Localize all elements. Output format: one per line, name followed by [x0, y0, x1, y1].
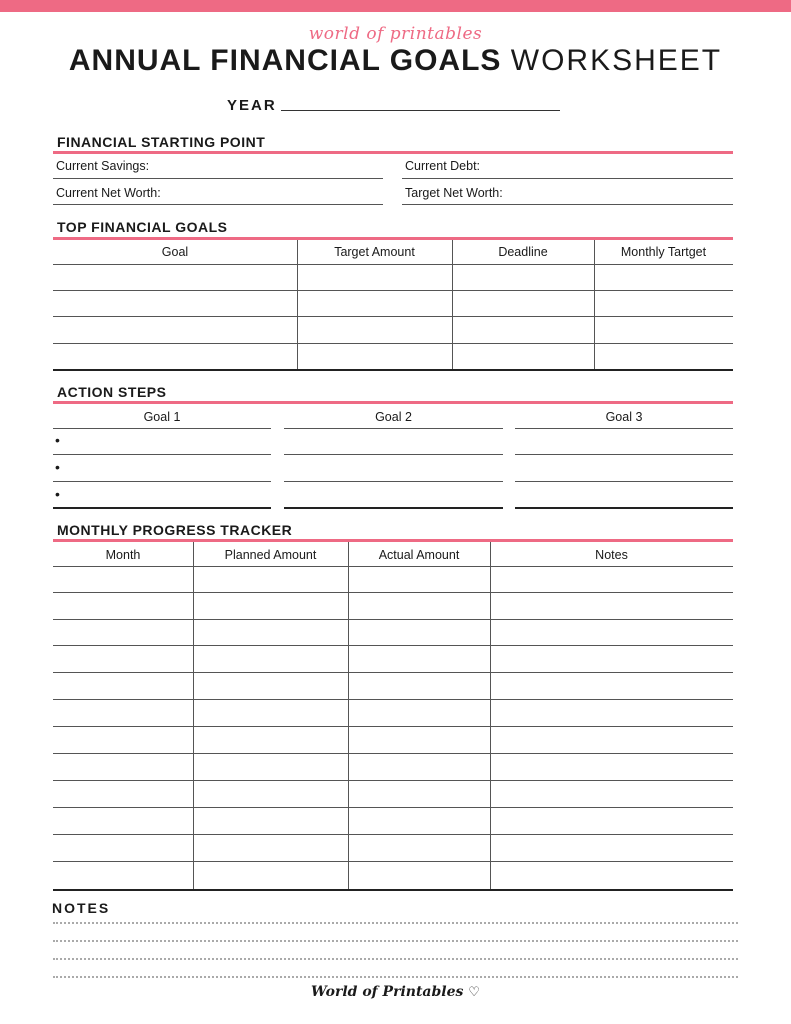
- goal-1-header: Goal 1: [143, 410, 181, 424]
- tracker-rule: [53, 539, 733, 542]
- goal-1-step-line[interactable]: [53, 481, 271, 482]
- deadline-column-header: Deadline: [498, 245, 548, 259]
- tracker-column-divider: [193, 542, 194, 890]
- goals-row-line[interactable]: [53, 343, 733, 344]
- current-net-worth-label: Current Net Worth:: [56, 186, 161, 200]
- goal-1-step-line[interactable]: [53, 454, 271, 455]
- goal-3-step-line[interactable]: [515, 507, 733, 509]
- goals-column-divider: [297, 240, 298, 370]
- top-goals-rule: [53, 237, 733, 240]
- footer-brand: [0, 984, 791, 1000]
- current-debt-label: Current Debt:: [405, 159, 481, 173]
- tracker-row-line[interactable]: [53, 592, 733, 593]
- notes-dot-row[interactable]: [53, 922, 738, 924]
- top-accent-bar: [0, 0, 791, 12]
- title-light: WORKSHEET: [510, 44, 723, 77]
- brand-script-logo: world of printables: [308, 24, 483, 44]
- actual-amount-column-header: Actual Amount: [378, 548, 460, 562]
- action-bullet: •: [55, 459, 60, 475]
- goals-column-divider: [594, 240, 595, 370]
- tracker-title: MONTHLY PROGRESS TRACKER: [57, 522, 293, 538]
- action-steps-title: ACTION STEPS: [57, 384, 167, 400]
- notes-column-header: Notes: [595, 548, 628, 562]
- current-debt-line[interactable]: [402, 178, 733, 179]
- target-net-worth-line[interactable]: [402, 204, 733, 205]
- target-amount-column-header: Target Amount: [334, 245, 415, 259]
- goal-3-step-line[interactable]: [515, 454, 733, 455]
- goal-3-header: Goal 3: [605, 410, 643, 424]
- goals-header-line: [53, 264, 733, 265]
- goals-bottom-line[interactable]: [53, 369, 733, 371]
- goal-column-header: Goal: [161, 245, 189, 259]
- tracker-row-line[interactable]: [53, 780, 733, 781]
- notes-title: NOTES: [52, 900, 111, 916]
- tracker-row-line[interactable]: [53, 645, 733, 646]
- tracker-column-divider: [348, 542, 349, 890]
- planned-amount-column-header: Planned Amount: [224, 548, 317, 562]
- notes-dot-row[interactable]: [53, 940, 738, 942]
- current-net-worth-line[interactable]: [53, 204, 383, 205]
- page-title: [0, 44, 791, 78]
- goal-2-step-line[interactable]: [284, 454, 503, 455]
- tracker-header-line: [53, 566, 733, 567]
- monthly-target-column-header: Monthly Tartget: [620, 245, 707, 259]
- action-steps-rule: [53, 401, 733, 404]
- tracker-column-divider: [490, 542, 491, 890]
- tracker-row-line[interactable]: [53, 753, 733, 754]
- tracker-row-line[interactable]: [53, 807, 733, 808]
- starting-point-title: FINANCIAL STARTING POINT: [57, 134, 266, 150]
- top-goals-title: TOP FINANCIAL GOALS: [57, 219, 228, 235]
- goal-3-header-line: [515, 428, 733, 429]
- tracker-bottom-line[interactable]: [53, 889, 733, 891]
- goal-2-step-line[interactable]: [284, 507, 503, 509]
- goals-column-divider: [452, 240, 453, 370]
- footer-brand-text: World of Printables: [311, 984, 464, 1000]
- goal-1-step-line[interactable]: [53, 507, 271, 509]
- year-label: YEAR: [227, 97, 277, 114]
- tracker-row-line[interactable]: [53, 619, 733, 620]
- current-savings-line[interactable]: [53, 178, 383, 179]
- goal-2-header-line: [284, 428, 503, 429]
- action-bullet: •: [55, 432, 60, 448]
- year-input-line[interactable]: [281, 110, 560, 111]
- action-bullet: •: [55, 486, 60, 502]
- goal-2-header: Goal 2: [375, 410, 412, 424]
- tracker-row-line[interactable]: [53, 726, 733, 727]
- tracker-row-line[interactable]: [53, 699, 733, 700]
- title-bold: ANNUAL FINANCIAL GOALS: [68, 44, 502, 77]
- goals-row-line[interactable]: [53, 290, 733, 291]
- heart-icon: ♡: [468, 985, 480, 1000]
- goal-1-header-line: [53, 428, 271, 429]
- tracker-row-line[interactable]: [53, 672, 733, 673]
- goal-3-step-line[interactable]: [515, 481, 733, 482]
- starting-point-rule: [53, 151, 733, 154]
- goal-2-step-line[interactable]: [284, 481, 503, 482]
- tracker-row-line[interactable]: [53, 861, 733, 862]
- month-column-header: Month: [105, 548, 141, 562]
- notes-dot-row[interactable]: [53, 958, 738, 960]
- target-net-worth-label: Target Net Worth:: [405, 186, 503, 200]
- current-savings-label: Current Savings:: [56, 159, 150, 173]
- notes-dot-row[interactable]: [53, 976, 738, 978]
- tracker-row-line[interactable]: [53, 834, 733, 835]
- goals-row-line[interactable]: [53, 316, 733, 317]
